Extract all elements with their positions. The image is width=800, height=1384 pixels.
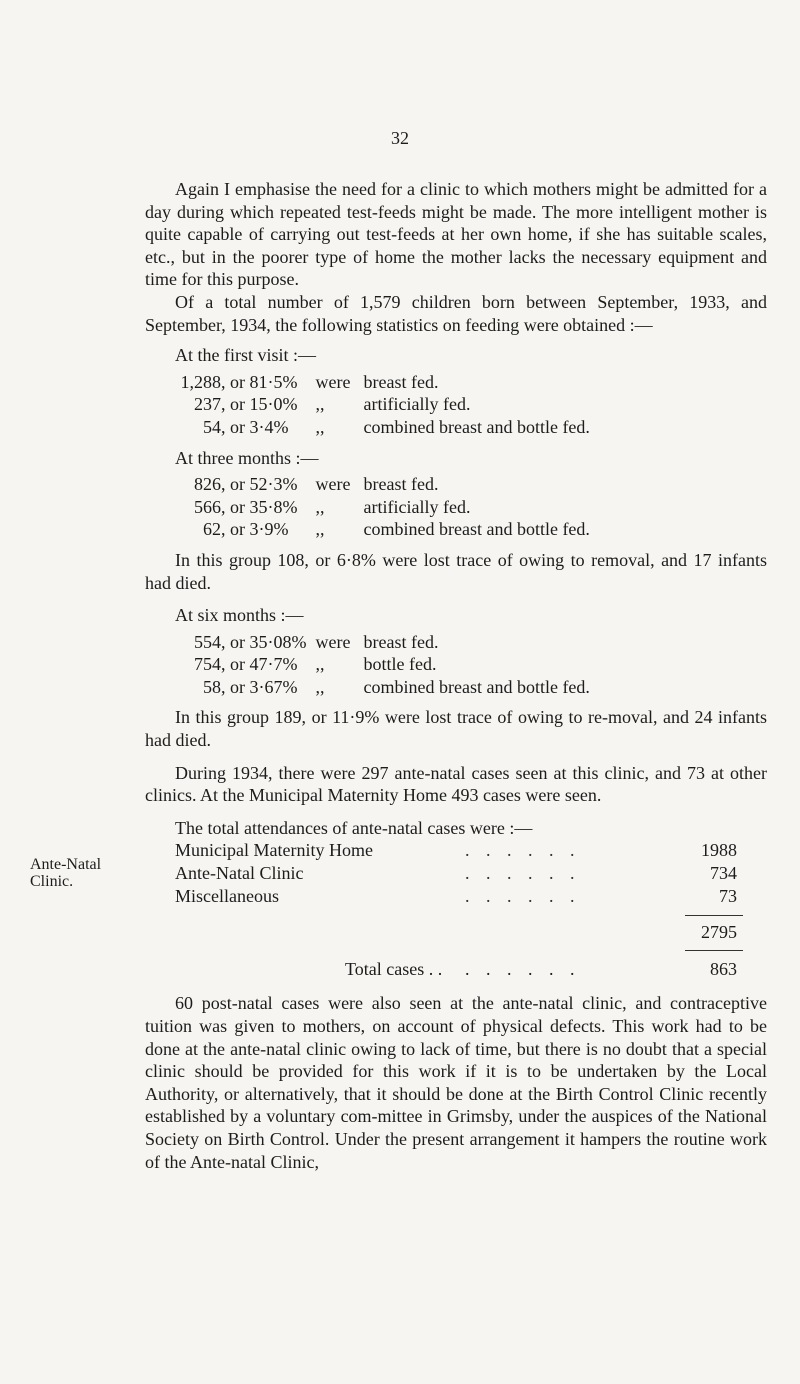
total-cases-row: Total cases . . . . . . . . 863 bbox=[345, 958, 737, 979]
stat-row: 754, or 47·7% ,, bottle fed. bbox=[194, 654, 437, 675]
stat-row: 554, or 35·08% were breast fed. bbox=[194, 631, 439, 652]
stat-row: 62, or 3·9% ,, combined breast and bottle fed. bbox=[203, 519, 590, 540]
note-six-months: In this group 189, or 11·9% were lost trace of owing to re-moval, and 24 infants had died. bbox=[145, 707, 767, 751]
page-number: 32 bbox=[391, 128, 409, 148]
stat-row: 237, or 15·0% ,, artificially fed. bbox=[194, 394, 471, 415]
paragraph-statistics-intro: Of a total number of 1,579 children born between September, 1933, and September, 1934, the following statistics on feeding were obtained :— bbox=[145, 291, 767, 335]
attendance-row: Ante-Natal Clinic . . . . . . 734 bbox=[175, 863, 737, 884]
sum-rule bbox=[685, 915, 743, 916]
total-rule bbox=[685, 950, 743, 951]
heading-six-months: At six months :— bbox=[175, 605, 304, 626]
stat-row: 54, or 3·4% ,, combined breast and bottle fed. bbox=[203, 416, 590, 437]
stat-row: 58, or 3·67% ,, combined breast and bottle fed. bbox=[203, 676, 590, 697]
total-rule-container bbox=[145, 944, 767, 958]
heading-three-months: At three months :— bbox=[175, 447, 319, 468]
document-body bbox=[145, 178, 767, 1173]
note-three-months: In this group 108, or 6·8% were lost trace of owing to removal, and 17 infants had died. bbox=[145, 549, 767, 593]
stat-row: 566, or 35·8% ,, artificially fed. bbox=[194, 496, 471, 517]
paragraph-ante-natal: During 1934, there were 297 ante-natal cases seen at this clinic, and 73 at other clinics. At the Municipal Maternity Home 493 cases were seen. bbox=[145, 762, 767, 806]
margin-note: Ante-Natal Clinic. bbox=[30, 856, 102, 890]
attendance-row: Miscellaneous . . . . . . 73 bbox=[175, 885, 737, 906]
spacer bbox=[145, 980, 767, 992]
stat-row: 1,288, or 81·5% were breast fed. bbox=[180, 371, 439, 392]
attendance-row: Municipal Maternity Home . . . . . . 1988 bbox=[175, 840, 737, 861]
paragraph-post-natal: 60 post-natal cases were also seen at the ante-natal clinic, and contraceptive tuition was given to mothers, on account of physical defects. This work had to be done at the ante-natal clinic owing to lack of time, but there is no doubt that a special clinic should be provided for this work if it is to be undertaken by the Local Authority, or alternatively, that it should be done at the Birth Control Clinic recently established by a voluntary com-mittee in Grimsby, under the auspices of the National Society on Birth Control. Under the present arrangement it hampers the routine work of the Ante-natal Clinic, bbox=[145, 993, 767, 1172]
sum-rule-container bbox=[145, 907, 767, 921]
heading-first-visit: At the first visit :— bbox=[175, 345, 316, 366]
heading-attendances: The total attendances of ante-natal cases were :— bbox=[175, 817, 533, 838]
stat-row: 826, or 52·3% were breast fed. bbox=[194, 474, 439, 495]
paragraph-test-feeds: Again I emphasise the need for a clinic to which mothers might be admitted for a day during which repeated test-feeds might be made. The more intelligent mother is quite capable of carrying out test-feeds at her own home, if she has suitable scales, etc., but in the poorer type of home the mother lacks the necessary equipment and time for this purpose. bbox=[145, 179, 767, 290]
attendance-sum-row: 2795 bbox=[701, 922, 737, 943]
